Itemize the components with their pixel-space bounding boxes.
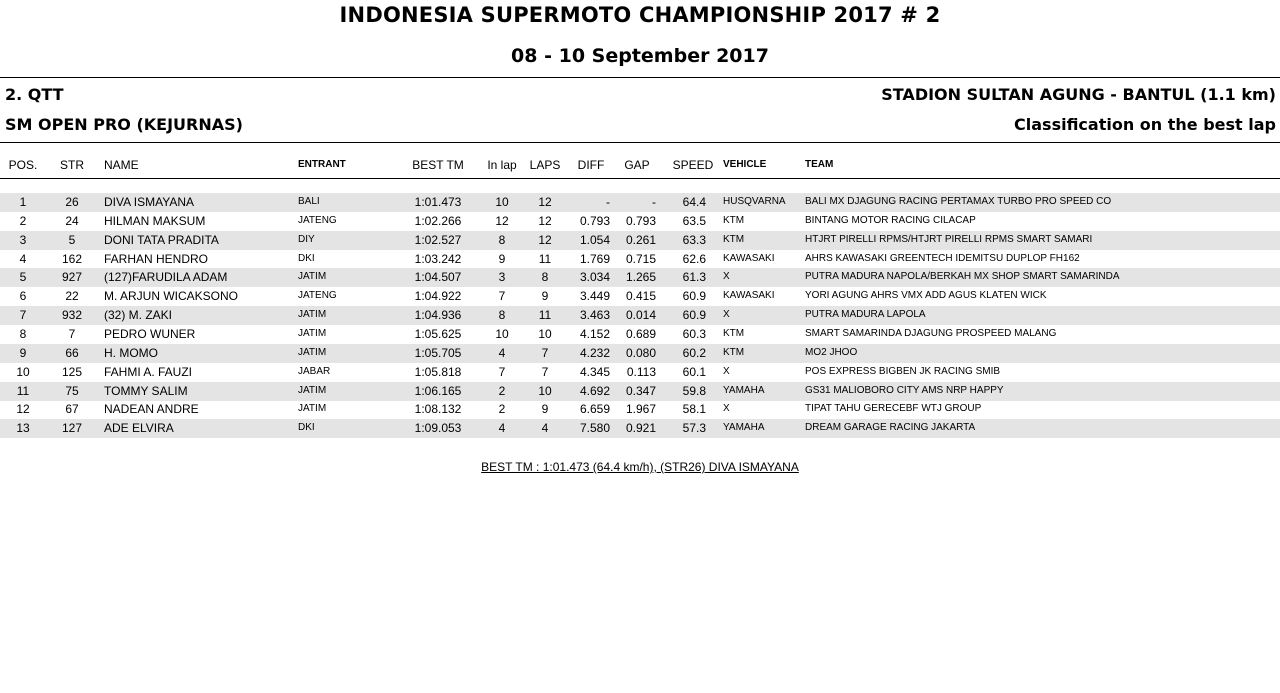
cell-speed: 60.9 — [682, 308, 706, 322]
cell-str: 66 — [65, 346, 79, 360]
cell-entrant: JATIM — [298, 347, 327, 358]
cell-str: 22 — [65, 289, 79, 303]
cell-gap: 1.265 — [625, 270, 656, 284]
cell-in-lap: 10 — [495, 195, 509, 209]
cell-best-tm: 1:02.527 — [414, 233, 462, 247]
cell-in-lap: 4 — [498, 346, 506, 360]
cell-team: YORI AGUNG AHRS VMX ADD AGUS KLATEN WICK — [805, 290, 1047, 301]
cell-speed: 63.5 — [682, 214, 706, 228]
page-title: INDONESIA SUPERMOTO CHAMPIONSHIP 2017 # 2 — [339, 3, 941, 27]
cell-best-tm: 1:05.705 — [414, 346, 462, 360]
cell-vehicle: KTM — [723, 328, 745, 339]
cell-team: GS31 MALIOBORO CITY AMS NRP HAPPY — [805, 385, 1004, 396]
category-label: SM OPEN PRO (KEJURNAS) — [5, 115, 243, 134]
cell-gap: 0.014 — [625, 308, 656, 322]
cell-name: DIVA ISMAYANA — [104, 195, 195, 209]
cell-vehicle: KTM — [723, 234, 745, 245]
best-time-summary-text: BEST TM : 1:01.473 (64.4 km/h), (STR26) DIVA ISMAYANA — [481, 460, 799, 474]
cell-vehicle: X — [723, 309, 730, 320]
cell-name: ADE ELVIRA — [104, 421, 174, 435]
cell-gap: 0.415 — [625, 289, 656, 303]
cell-pos: 9 — [19, 346, 27, 360]
cell-gap: 0.080 — [625, 346, 656, 360]
cell-best-tm: 1:01.473 — [414, 195, 462, 209]
divider-middle — [0, 142, 1280, 143]
cell-team: PUTRA MADURA NAPOLA/BERKAH MX SHOP SMART SAMARINDA — [805, 271, 1120, 282]
cell-laps: 12 — [538, 233, 552, 247]
cell-best-tm: 1:04.922 — [414, 289, 462, 303]
cell-str: 67 — [65, 402, 79, 416]
cell-best-tm: 1:09.053 — [414, 421, 462, 435]
col-header-in-lap: In lap — [487, 158, 517, 172]
cell-vehicle: KTM — [723, 215, 745, 226]
cell-gap: 0.715 — [625, 252, 656, 266]
cell-name: FARHAN HENDRO — [104, 252, 209, 266]
cell-vehicle: HUSQVARNA — [723, 196, 786, 207]
cell-name: M. ARJUN WICAKSONO — [104, 289, 239, 303]
col-header-laps: LAPS — [529, 158, 561, 172]
col-header-name: NAME — [104, 158, 139, 172]
cell-laps: 9 — [541, 402, 549, 416]
cell-pos: 11 — [16, 384, 30, 398]
table-row — [0, 400, 1280, 419]
session-label: 2. QTT — [5, 85, 64, 104]
best-time-summary — [0, 460, 1280, 474]
classification-label: Classification on the best lap — [1014, 115, 1276, 134]
table-row — [0, 419, 1280, 438]
cell-str: 7 — [68, 327, 76, 341]
cell-diff: 4.692 — [579, 384, 610, 398]
cell-pos: 5 — [19, 270, 27, 284]
col-header-team: TEAM — [805, 159, 834, 170]
cell-pos: 3 — [19, 233, 27, 247]
cell-gap: 0.921 — [625, 421, 656, 435]
cell-laps: 10 — [538, 384, 552, 398]
cell-entrant: JABAR — [298, 366, 331, 377]
cell-entrant: JATIM — [298, 328, 327, 339]
cell-best-tm: 1:04.936 — [414, 308, 462, 322]
cell-diff: 3.034 — [579, 270, 610, 284]
col-header-pos: POS. — [8, 158, 38, 172]
cell-str: 125 — [61, 365, 83, 379]
cell-str: 24 — [65, 214, 79, 228]
cell-best-tm: 1:05.818 — [414, 365, 462, 379]
cell-str: 26 — [65, 195, 79, 209]
cell-vehicle: X — [723, 366, 730, 377]
cell-best-tm: 1:04.507 — [414, 270, 462, 284]
cell-diff: 4.152 — [579, 327, 610, 341]
cell-laps: 7 — [541, 365, 549, 379]
event-dates: 08 - 10 September 2017 — [511, 45, 769, 67]
cell-speed: 62.6 — [682, 252, 706, 266]
cell-pos: 6 — [19, 289, 27, 303]
cell-speed: 60.3 — [682, 327, 706, 341]
cell-best-tm: 1:08.132 — [414, 402, 462, 416]
cell-team: SMART SAMARINDA DJAGUNG PROSPEED MALANG — [805, 328, 1057, 339]
cell-vehicle: X — [723, 403, 730, 414]
col-header-best-tm: BEST TM — [412, 158, 464, 172]
table-row — [0, 268, 1280, 287]
col-header-gap: GAP — [624, 158, 650, 172]
cell-name: NADEAN ANDRE — [104, 402, 199, 416]
cell-in-lap: 2 — [498, 384, 506, 398]
cell-name: (32) M. ZAKI — [104, 308, 173, 322]
cell-in-lap: 8 — [498, 308, 506, 322]
col-header-speed: SPEED — [672, 158, 714, 172]
cell-vehicle: KAWASAKI — [723, 253, 775, 264]
cell-speed: 64.4 — [682, 195, 706, 209]
cell-laps: 11 — [538, 252, 552, 266]
cell-pos: 8 — [19, 327, 27, 341]
cell-diff: 3.449 — [579, 289, 610, 303]
cell-best-tm: 1:06.165 — [414, 384, 462, 398]
cell-laps: 10 — [538, 327, 552, 341]
cell-team: MO2 JHOO — [805, 347, 858, 358]
cell-laps: 7 — [541, 346, 549, 360]
cell-team: POS EXPRESS BIGBEN JK RACING SMIB — [805, 366, 1001, 377]
cell-gap: 1.967 — [625, 402, 656, 416]
cell-pos: 13 — [16, 421, 30, 435]
cell-gap: 0.689 — [625, 327, 656, 341]
cell-speed: 59.8 — [682, 384, 706, 398]
cell-in-lap: 9 — [498, 252, 506, 266]
cell-laps: 9 — [541, 289, 549, 303]
table-row — [0, 306, 1280, 325]
cell-entrant: JATENG — [298, 290, 337, 301]
cell-diff: 4.232 — [579, 346, 610, 360]
cell-in-lap: 12 — [495, 214, 509, 228]
cell-name: FAHMI A. FAUZI — [104, 365, 193, 379]
cell-diff: 1.054 — [579, 233, 610, 247]
table-row — [0, 382, 1280, 401]
cell-diff: 1.769 — [579, 252, 610, 266]
cell-speed: 60.1 — [682, 365, 706, 379]
cell-entrant: JATIM — [298, 309, 327, 320]
cell-gap: 0.793 — [625, 214, 656, 228]
cell-pos: 1 — [19, 195, 27, 209]
table-row — [0, 325, 1280, 344]
cell-vehicle: KTM — [723, 347, 745, 358]
cell-speed: 60.9 — [682, 289, 706, 303]
cell-in-lap: 4 — [498, 421, 506, 435]
cell-in-lap: 7 — [498, 365, 506, 379]
cell-entrant: JATIM — [298, 385, 327, 396]
cell-laps: 11 — [538, 308, 552, 322]
cell-team: DREAM GARAGE RACING JAKARTA — [805, 422, 976, 433]
cell-pos: 12 — [16, 402, 30, 416]
cell-name: PEDRO WUNER — [104, 327, 196, 341]
cell-vehicle: KAWASAKI — [723, 290, 775, 301]
cell-entrant: DKI — [298, 253, 315, 264]
table-row — [0, 287, 1280, 306]
cell-in-lap: 8 — [498, 233, 506, 247]
cell-pos: 10 — [16, 365, 30, 379]
cell-name: H. MOMO — [104, 346, 158, 360]
cell-team: PUTRA MADURA LAPOLA — [805, 309, 926, 320]
cell-speed: 61.3 — [682, 270, 706, 284]
cell-entrant: JATENG — [298, 215, 337, 226]
cell-gap: 0.347 — [625, 384, 656, 398]
venue-label: STADION SULTAN AGUNG - BANTUL (1.1 km) — [881, 85, 1276, 104]
cell-in-lap: 7 — [498, 289, 506, 303]
cell-speed: 63.3 — [682, 233, 706, 247]
cell-name: (127)FARUDILA ADAM — [104, 270, 228, 284]
cell-gap: 0.261 — [625, 233, 656, 247]
cell-name: DONI TATA PRADITA — [104, 233, 219, 247]
cell-laps: 12 — [538, 195, 552, 209]
cell-str: 932 — [61, 308, 83, 322]
cell-team: AHRS KAWASAKI GREENTECH IDEMITSU DUPLOP FH162 — [805, 253, 1080, 264]
cell-team: HTJRT PIRELLI RPMS/HTJRT PIRELLI RPMS SMART SAMARI — [805, 234, 1093, 245]
cell-vehicle: YAMAHA — [723, 385, 765, 396]
table-row — [0, 250, 1280, 269]
cell-speed: 57.3 — [682, 421, 706, 435]
cell-name: TOMMY SALIM — [104, 384, 188, 398]
table-row — [0, 193, 1280, 212]
col-header-diff: DIFF — [577, 158, 605, 172]
cell-speed: 60.2 — [682, 346, 706, 360]
cell-str: 5 — [68, 233, 76, 247]
cell-pos: 2 — [19, 214, 27, 228]
cell-entrant: DIY — [298, 234, 315, 245]
cell-gap: 0.113 — [626, 365, 656, 379]
cell-str: 75 — [65, 384, 79, 398]
cell-diff: 7.580 — [579, 421, 610, 435]
cell-str: 927 — [61, 270, 83, 284]
table-row — [0, 344, 1280, 363]
cell-entrant: JATIM — [298, 271, 327, 282]
divider-top — [0, 77, 1280, 78]
cell-entrant: BALI — [298, 196, 320, 207]
cell-diff: 4.345 — [579, 365, 610, 379]
cell-in-lap: 3 — [498, 270, 506, 284]
cell-diff: 6.659 — [579, 402, 610, 416]
cell-best-tm: 1:02.266 — [414, 214, 462, 228]
table-header — [0, 158, 1280, 176]
cell-gap: - — [652, 195, 656, 209]
table-row — [0, 363, 1280, 382]
col-header-entrant: ENTRANT — [298, 159, 346, 170]
cell-pos: 4 — [19, 252, 27, 266]
cell-name: HILMAN MAKSUM — [104, 214, 206, 228]
cell-laps: 4 — [541, 421, 549, 435]
table-row — [0, 212, 1280, 231]
cell-str: 127 — [61, 421, 83, 435]
cell-vehicle: YAMAHA — [723, 422, 765, 433]
cell-str: 162 — [61, 252, 83, 266]
cell-entrant: JATIM — [298, 403, 327, 414]
cell-entrant: DKI — [298, 422, 315, 433]
cell-team: TIPAT TAHU GERECEBF WTJ GROUP — [805, 403, 982, 414]
col-header-vehicle: VEHICLE — [723, 159, 767, 170]
cell-team: BINTANG MOTOR RACING CILACAP — [805, 215, 976, 226]
cell-diff: - — [606, 195, 610, 209]
cell-laps: 12 — [538, 214, 552, 228]
cell-best-tm: 1:03.242 — [414, 252, 462, 266]
cell-in-lap: 2 — [498, 402, 506, 416]
cell-in-lap: 10 — [495, 327, 509, 341]
cell-speed: 58.1 — [682, 402, 706, 416]
col-header-str: STR — [60, 158, 84, 172]
divider-header — [0, 178, 1280, 179]
cell-best-tm: 1:05.625 — [414, 327, 462, 341]
cell-pos: 7 — [19, 308, 27, 322]
table-row — [0, 231, 1280, 250]
cell-diff: 3.463 — [579, 308, 610, 322]
cell-laps: 8 — [541, 270, 549, 284]
cell-vehicle: X — [723, 271, 730, 282]
cell-team: BALI MX DJAGUNG RACING PERTAMAX TURBO PRO SPEED CO — [805, 196, 1112, 207]
cell-diff: 0.793 — [579, 214, 610, 228]
